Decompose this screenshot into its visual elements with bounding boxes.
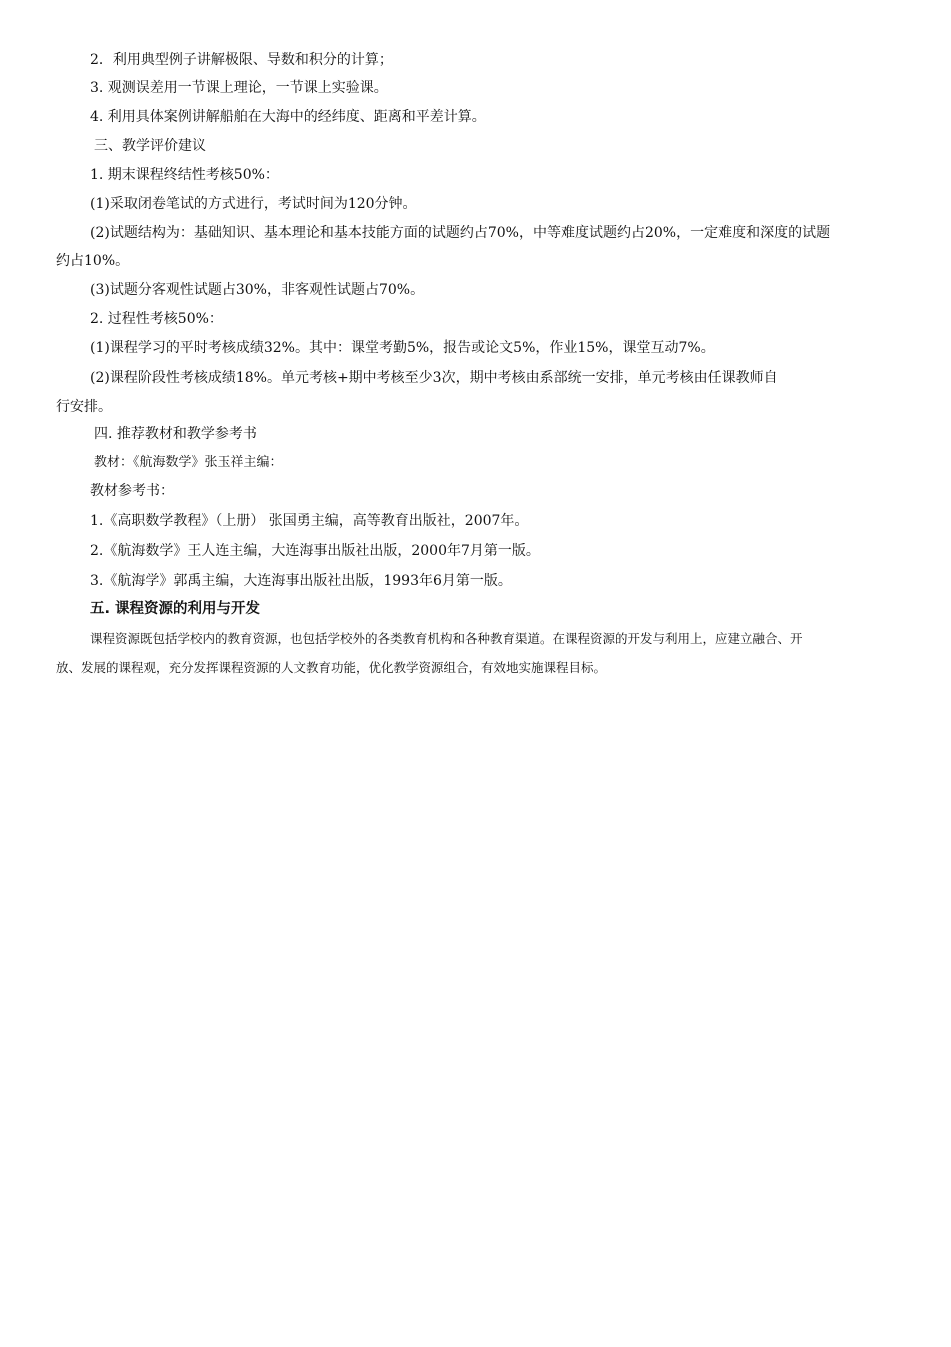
- process-assessment-heading: 2. 过程性考核50%：: [90, 311, 223, 327]
- section-4-heading: 四. 推荐教材和教学参考书: [94, 426, 257, 442]
- process-assessment-item-2-continued: 行安排。: [56, 399, 112, 415]
- final-exam-item-3: (3)试题分客观性试题占30%，非客观性试题占70%。: [90, 282, 425, 298]
- section-3-heading: 三、教学评价建议: [94, 138, 206, 154]
- process-assessment-item-1: (1)课程学习的平时考核成绩32%。其中：课堂考勤5%，报告或论文5%，作业15%，课堂互动7%。: [90, 340, 715, 356]
- section-5-heading: 五. 课程资源的利用与开发: [90, 601, 261, 617]
- final-exam-item-1: (1)采取闭卷笔试的方式进行，考试时间为120分钟。: [90, 196, 417, 212]
- process-assessment-item-2: (2)课程阶段性考核成绩18%。单元考核+期中考核至少3次，期中考核由系部统一安排，单元考核由任课教师自: [90, 370, 778, 386]
- textbook-line: 教材：《航海数学》张玉祥主编：: [94, 455, 283, 470]
- reference-book-1: 1.《高职数学教程》（上册） 张国勇主编，高等教育出版社，2007年。: [90, 513, 529, 529]
- reference-book-3: 3.《航海学》郭禹主编，大连海事出版社出版，1993年6月第一版。: [90, 573, 512, 589]
- final-exam-heading: 1. 期末课程终结性考核50%：: [90, 167, 279, 183]
- item-4-navigation-case: 4. 利用具体案例讲解船舶在大海中的经纬度、距离和平差计算。: [90, 109, 486, 125]
- resources-paragraph-line-2: 放、发展的课程观，充分发挥课程资源的人文教育功能，优化教学资源组合，有效地实施课程目标。: [56, 660, 607, 675]
- reference-book-2: 2.《航海数学》王人连主编，大连海事出版社出版，2000年7月第一版。: [90, 543, 540, 559]
- reference-books-heading: 教材参考书：: [90, 483, 174, 499]
- resources-paragraph-line-1: 课程资源既包括学校内的教育资源，也包括学校外的各类教育机构和各种教育渠道。在课程资源的开发与利用上，应建立融合、开: [90, 631, 803, 646]
- final-exam-item-2-continued: 约占10%。: [56, 253, 130, 269]
- item-2-calculus: 2．利用典型例子讲解极限、导数和积分的计算；: [90, 52, 393, 68]
- final-exam-item-2: (2)试题结构为：基础知识、基本理论和基本技能方面的试题约占70%，中等难度试题约占20%，一定难度和深度的试题: [90, 225, 831, 241]
- item-3-observation-error: 3. 观测误差用一节课上理论，一节课上实验课。: [90, 80, 388, 96]
